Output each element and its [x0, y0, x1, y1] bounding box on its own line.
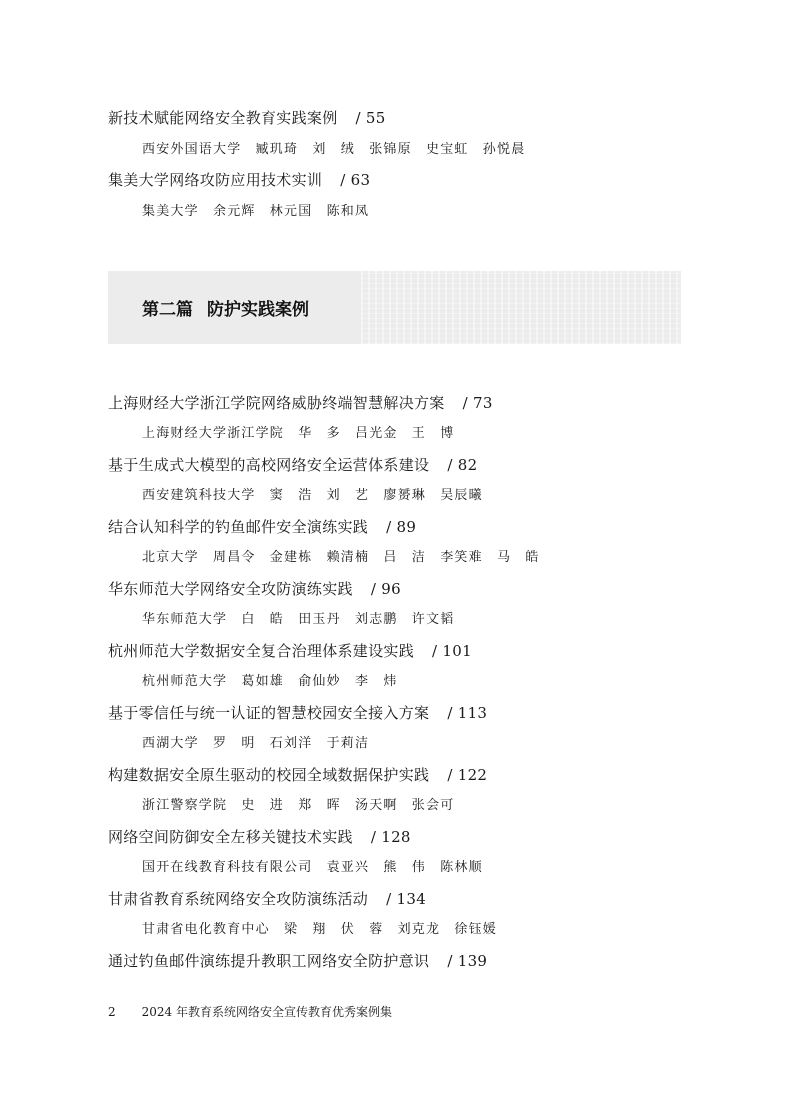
toc-entry-authors: 西安外国语大学 臧玑琦 刘 绒 张锦原 史宝虹 孙悦晨 [142, 142, 526, 157]
toc-entry-title [108, 641, 472, 661]
toc-entry-title [108, 393, 493, 413]
section-part-label: 第二篇 [142, 300, 193, 320]
toc-entry-authors: 西湖大学 罗 明 石刘洋 于莉洁 [142, 736, 370, 751]
footer-page-number: 2 [108, 1005, 116, 1019]
toc-entry-authors: 杭州师范大学 葛如雄 俞仙妙 李 炜 [142, 674, 398, 689]
entry-title-text: 通过钓鱼邮件演练提升教职工网络安全防护意识 [108, 952, 430, 970]
decorative-texture [361, 271, 681, 344]
toc-entry-authors: 华东师范大学 白 皓 田玉丹 刘志鹏 许文韬 [142, 612, 455, 627]
toc-entry-authors: 浙江警察学院 史 进 郑 晖 汤天啊 张会可 [142, 798, 455, 813]
toc-entry-title [108, 108, 386, 128]
entry-page-number: / 89 [386, 518, 417, 536]
entry-page-number: / 73 [462, 394, 493, 412]
entry-title-text: 网络空间防御安全左移关键技术实践 [108, 828, 353, 846]
page-footer [108, 1004, 392, 1020]
entry-title-text: 结合认知科学的钓鱼邮件安全演练实践 [108, 518, 369, 536]
toc-entry-title [108, 827, 411, 847]
entry-title-text: 构建数据安全原生驱动的校园全域数据保护实践 [108, 766, 430, 784]
entry-page-number: / 55 [355, 109, 386, 127]
entry-page-number: / 82 [447, 456, 478, 474]
entry-page-number: / 96 [370, 580, 401, 598]
toc-entry-authors: 甘肃省电化教育中心 梁 翔 伏 蓉 刘克龙 徐钰媛 [142, 922, 498, 937]
entry-page-number: / 134 [386, 890, 427, 908]
toc-entry-authors: 上海财经大学浙江学院 华 多 吕光金 王 博 [142, 426, 455, 441]
toc-entry-authors: 西安建筑科技大学 窦 浩 刘 艺 廖赟琳 吴辰曦 [142, 488, 483, 503]
entry-page-number: / 122 [447, 766, 488, 784]
toc-entry-title [108, 517, 416, 537]
entry-page-number: / 139 [447, 952, 488, 970]
entry-page-number: / 101 [432, 642, 472, 660]
entry-title-text: 集美大学网络攻防应用技术实训 [108, 171, 323, 189]
toc-entry-authors: 北京大学 周昌令 金建栋 赖清楠 吕 洁 李笑难 马 皓 [142, 550, 540, 565]
toc-entry-title [108, 455, 477, 475]
toc-entry-title [108, 703, 487, 723]
entry-title-text: 新技术赋能网络安全教育实践案例 [108, 109, 338, 127]
section-heading [142, 298, 309, 322]
toc-entry-title [108, 765, 487, 785]
entry-page-number: / 63 [340, 171, 371, 189]
toc-entry-title [108, 951, 487, 971]
entry-title-text: 华东师范大学网络安全攻防演练实践 [108, 580, 353, 598]
footer-book-title: 2024 年教育系统网络安全宣传教育优秀案例集 [141, 1005, 392, 1019]
entry-title-text: 杭州师范大学数据安全复合治理体系建设实践 [108, 642, 415, 660]
toc-entry-authors: 集美大学 余元辉 林元国 陈和凤 [142, 204, 370, 219]
entry-title-text: 甘肃省教育系统网络安全攻防演练活动 [108, 890, 369, 908]
entry-title-text: 上海财经大学浙江学院网络威胁终端智慧解决方案 [108, 394, 445, 412]
section-name: 防护实践案例 [207, 300, 309, 320]
toc-entry-title [108, 170, 370, 190]
entry-title-text: 基于零信任与统一认证的智慧校园安全接入方案 [108, 704, 430, 722]
entry-page-number: / 128 [370, 828, 411, 846]
toc-entry-authors: 国开在线教育科技有限公司 袁亚兴 熊 伟 陈林顺 [142, 860, 483, 875]
toc-entry-title [108, 889, 426, 909]
entry-page-number: / 113 [447, 704, 488, 722]
toc-entry-title [108, 579, 401, 599]
entry-title-text: 基于生成式大模型的高校网络安全运营体系建设 [108, 456, 430, 474]
